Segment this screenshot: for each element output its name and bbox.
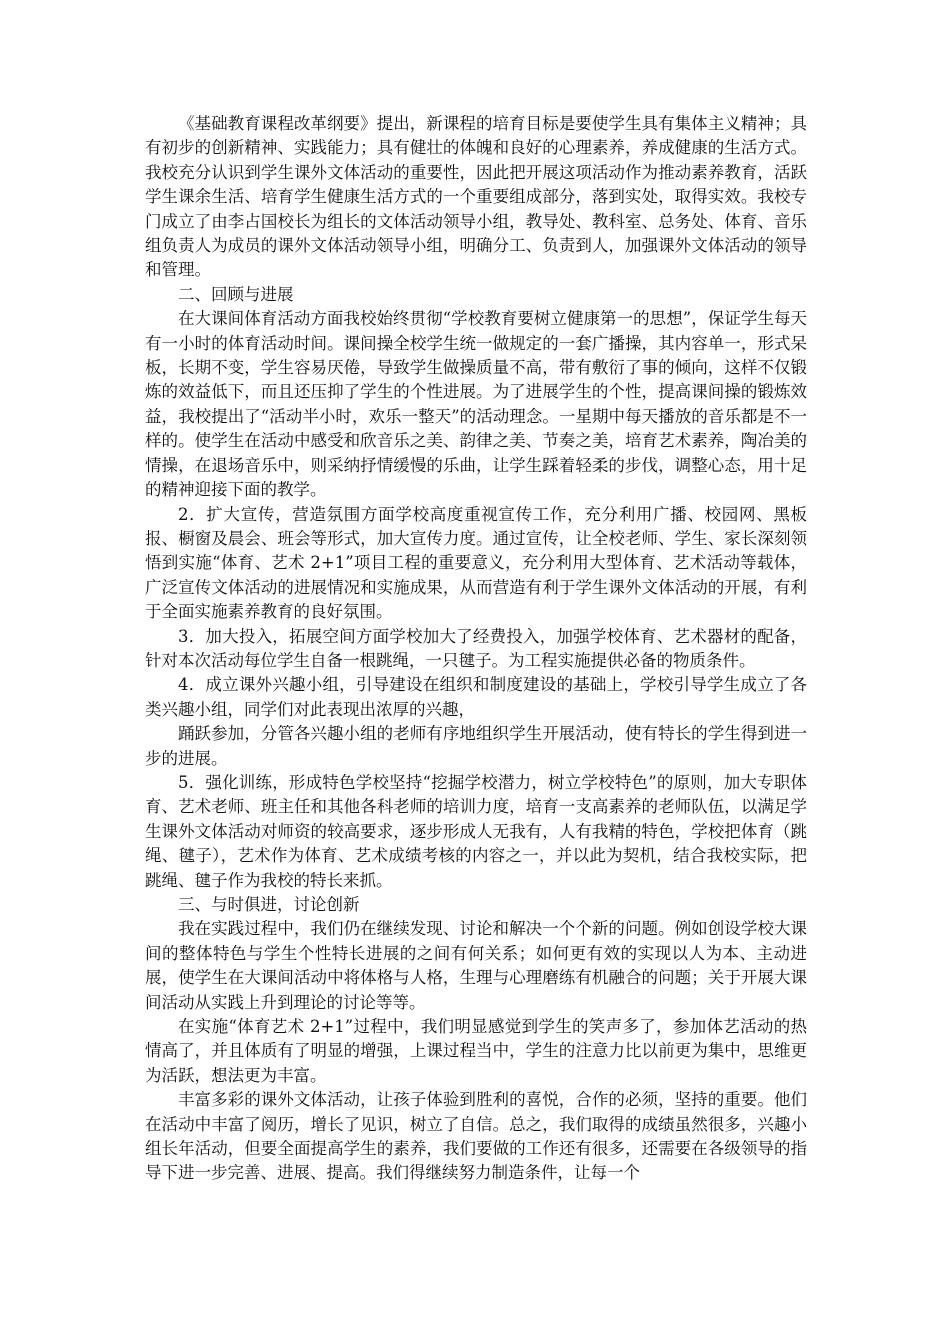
paragraph-item-4-continued: 踊跃参加，分管各兴趣小组的老师有序地组织学生开展活动，使有特长的学生得到进一步的进展。 xyxy=(145,724,807,768)
paragraph-implementation-effects: 在实施“体育艺术 2+1”过程中，我们明显感觉到学生的笑声多了，参加体艺活动的热情高了，并且体质有了明显的增强，上课过程当中，学生的注意力比以前更为集中，思维更为活跃，想法更为丰富。 xyxy=(145,1017,807,1085)
section-heading-review: 二、回顾与进展 xyxy=(178,284,294,304)
section-heading-innovation: 三、与时俱进，讨论创新 xyxy=(178,895,360,914)
paragraph-item-2-publicity: 2．扩大宣传，营造氛围方面学校高度重视宣传工作，充分利用广播、校园网、黑板报、橱窗及晨会、班会等形式，加大宣传力度。通过宣传，让全校老师、学生、家长深刻领悟到实施“体育、艺术 2+1”项目工程的重要意义，充分利用大型体育、艺术活动等载体，广泛宣传文体活动的进展情况和实施成果，从而营造有利于学生课外文体活动的开展，有利于全面实施素养教育的良好氛围。 xyxy=(145,504,807,622)
paragraph-item-3-investment: 3．加大投入，拓展空间方面学校加大了经费投入，加强学校体育、艺术器材的配备，针对本次活动每位学生自备一根跳绳，一只毽子。为工程实施提供必备的物质条件。 xyxy=(145,626,807,670)
paragraph-item-4-interest-groups: 4．成立课外兴趣小组，引导建设在组织和制度建设的基础上，学校引导学生成立了各类兴趣小组，同学们对此表现出浓厚的兴趣， xyxy=(145,675,807,719)
document-body xyxy=(145,112,807,1186)
paragraph-practice-questions: 我在实践过程中，我们仍在继续发现、讨论和解决一个个新的问题。例如创设学校大课间的整体特色与学生个性特长进展的之间有何关系；如何更有效的实现以人为本、主动进展，使学生在大课间活动中将体格与人格，生理与心理磨练有机融合的问题；关于开展大课间活动从实践上升到理论的讨论等等。 xyxy=(145,919,807,1012)
paragraph-big-break-activity: 在大课间体育活动方面我校始终贯彻“学校教育要树立健康第一的思想”，保证学生每天有一小时的体育活动时间。课间操全校学生统一做规定的一套广播操，其内容单一，形式呆板，长期不变，学生容易厌倦，导致学生做操质量不高，带有敷衍了事的倾向，这样不仅锻炼的效益低下，而且还压抑了学生的个性进展。为了进展学生的个性，提高课间操的锻炼效益，我校提出了“活动半小时，欢乐一整天”的活动理念。一星期中每天播放的音乐都是不一样的。使学生在活动中感受和欣音乐之美、韵律之美、节奏之美，培育艺术素养，陶冶美的情操，在退场音乐中，则采纳抒情缓慢的乐曲，让学生踩着轻柔的步伐，调整心态，用十足的精神迎接下面的教学。 xyxy=(145,309,807,500)
paragraph-conclusion: 丰富多彩的课外文体活动，让孩子体验到胜利的喜悦，合作的必须，坚持的重要。他们在活动中丰富了阅历，增长了见识，树立了自信。总之，我们取得的成绩虽然很多，兴趣小组长年活动，但要全面提高学生的素养，我们要做的工作还有很多，还需要在各级领导的指导下进一步完善、进展、提高。我们得继续努力制造条件，让每一个 xyxy=(145,1090,807,1183)
paragraph-item-5-training: 5．强化训练，形成特色学校坚持“挖掘学校潜力，树立学校特色”的原则，加大专职体育、艺术老师、班主任和其他各科老师的培训力度，培育一支高素养的老师队伍，以满足学生课外文体活动对师资的较高要求，逐步形成人无我有，人有我精的特色，学校把体育（跳绳、毽子），艺术作为体育、艺术成绩考核的内容之一，并以此为契机，结合我校实际，把跳绳、毽子作为我校的特长来抓。 xyxy=(145,772,807,890)
paragraph-intro: 《基础教育课程改革纲要》提出，新课程的培育目标是要使学生具有集体主义精神；具有初步的创新精神、实践能力；具有健壮的体魄和良好的心理素养，养成健康的生活方式。我校充分认识到学生课外文体活动的重要性，因此把开展这项活动作为推动素养教育，活跃学生课余生活、培育学生健康生活方式的一个重要组成部分，落到实处，取得实效。我校专门成立了由李占国校长为组长的文体活动领导小组，教导处、教科室、总务处、体育、音乐组负责人为成员的课外文体活动领导小组，明确分工、负责到人，加强课外文体活动的领导和管理。 xyxy=(145,114,807,280)
